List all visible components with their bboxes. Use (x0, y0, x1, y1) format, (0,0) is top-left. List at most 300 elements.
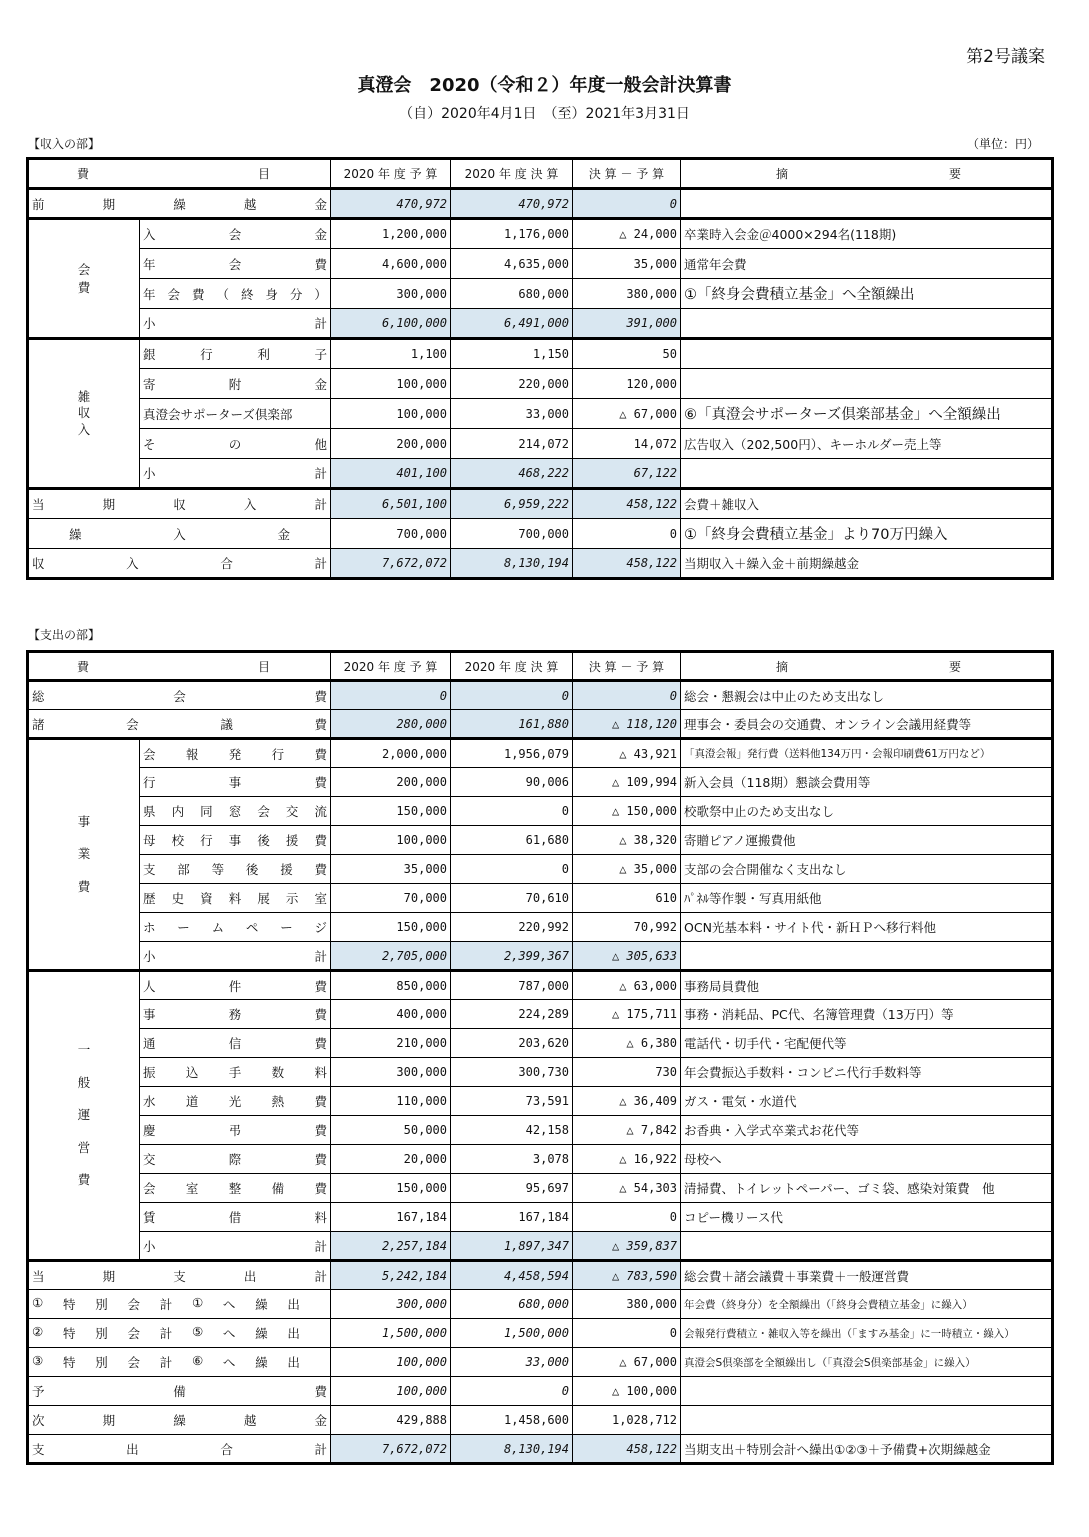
label-char: 内 (171, 804, 185, 819)
cell-diff: 35,000 (573, 249, 681, 279)
cell-actual: 470,972 (451, 189, 573, 219)
label-char: 期 (102, 1268, 116, 1284)
cell-diff: △ 783,590 (573, 1261, 681, 1290)
label-char: 会 (173, 688, 186, 704)
label-char: そ (143, 436, 156, 452)
label-char: 子 (314, 347, 327, 362)
projects-row (28, 913, 1053, 942)
label-char: 費 (314, 716, 327, 732)
header-summary-chars (776, 658, 961, 675)
label-char: 慶 (143, 1123, 156, 1138)
cell-diff: △ 36,409 (573, 1087, 681, 1116)
item-label (140, 249, 331, 279)
fees-subtotal-row (28, 309, 1053, 339)
cell-actual: 0 (451, 797, 573, 826)
header-row (28, 652, 1053, 681)
label-char: 会 (228, 256, 242, 272)
cell-diff: 1,028,712 (573, 1406, 681, 1435)
label-char: 借 (228, 1210, 242, 1225)
cell-actual: 8,130,194 (451, 1435, 573, 1464)
cell-diff: 70,992 (573, 913, 681, 942)
label-char: ） (314, 286, 327, 302)
cell-summary: 会報発行費積立・雑収入等を繰出（「ますみ基金」に一時積立・繰入） (681, 1319, 1053, 1348)
cell-actual: 42,158 (451, 1116, 573, 1145)
label-char: 支 (173, 1268, 186, 1284)
cell-budget: 2,000,000 (331, 739, 451, 768)
cell-actual: 787,000 (451, 971, 573, 1000)
label-char: 料 (228, 891, 242, 906)
label-char: 史 (171, 891, 185, 906)
special-transfer-row (28, 1290, 1053, 1319)
cell-actual: 220,992 (451, 913, 573, 942)
expense-total-row (28, 1435, 1053, 1464)
cell-actual: 1,458,600 (451, 1406, 573, 1435)
cell-budget: 401,100 (331, 459, 451, 489)
next-carryover-row-label-chars (32, 1411, 327, 1429)
label-char: 手 (228, 1065, 242, 1080)
header-diff: 決 算 － 予 算 (573, 652, 681, 681)
label-char: 摘 (776, 167, 789, 181)
cell-budget: 210,000 (331, 1029, 451, 1058)
cell-summary: 母校へ (681, 1145, 1053, 1174)
label-char: 合 (220, 556, 233, 571)
label-char: 繰 (255, 1355, 268, 1370)
label-char: 交 (285, 804, 299, 819)
group-char: 費 (77, 1172, 91, 1188)
cell-summary (681, 1232, 1053, 1261)
header-summary (681, 652, 1053, 681)
label-char: ② (32, 1324, 44, 1339)
label-char: 等 (211, 862, 225, 877)
label-char: 会 (126, 716, 139, 732)
cell-summary: 電話代・切手代・宅配便代等 (681, 1029, 1053, 1058)
cell-actual: 61,680 (451, 826, 573, 855)
subtotal-label-chars (143, 314, 327, 332)
label-char: 会 (127, 1326, 140, 1341)
cell-actual: 161,880 (451, 710, 573, 739)
misc-row (28, 429, 1053, 459)
item-label-chars (143, 889, 327, 907)
cell-summary (681, 339, 1053, 369)
label-char: 会 (143, 746, 156, 762)
label-char: 費 (77, 659, 90, 674)
next-carryover-row-label (28, 1406, 331, 1435)
cell-budget: 7,672,072 (331, 1435, 451, 1464)
label-char: 期 (102, 1413, 116, 1428)
label-char: 収 (173, 497, 186, 512)
label-char: 歴 (143, 891, 156, 906)
group-char: 費 (77, 279, 91, 295)
label-char: 特 (62, 1355, 76, 1370)
label-char: 道 (185, 1094, 199, 1109)
label-char: ① (191, 1295, 204, 1310)
label-char: ⑤ (191, 1324, 204, 1339)
cell-actual: 1,956,079 (451, 739, 573, 768)
label-char: 会 (127, 1355, 140, 1370)
label-char: ム (211, 920, 225, 935)
general-meeting-row-label-chars (32, 687, 327, 705)
label-char: 信 (228, 1036, 242, 1051)
cell-actual: 0 (451, 855, 573, 884)
label-char: 計 (159, 1326, 173, 1341)
item-label (140, 1145, 331, 1174)
subtotal-label-chars (143, 464, 327, 482)
cell-diff: 458,122 (573, 1435, 681, 1464)
label-char: 出 (287, 1355, 300, 1370)
cell-actual: 1,500,000 (451, 1319, 573, 1348)
cell-summary: ﾊﾟﾈﾙ等作製・写真用紙他 (681, 884, 1053, 913)
label-char: 合 (220, 1441, 233, 1457)
label-char: 水 (143, 1094, 156, 1109)
header-item-chars (77, 165, 270, 182)
label-char: 展 (257, 891, 270, 906)
header-summary-chars (776, 165, 961, 182)
cell-actual: 700,000 (451, 519, 573, 549)
label-char: ③ (32, 1353, 44, 1368)
special-transfer-row-label (28, 1348, 331, 1377)
cell-budget: 100,000 (331, 399, 451, 429)
item-label-chars (143, 1092, 327, 1110)
label-char: 光 (228, 1094, 242, 1109)
label-char: 整 (228, 1181, 242, 1196)
label-char: 費 (314, 978, 327, 994)
label-char: 費 (314, 1094, 327, 1109)
operations-row (28, 1058, 1053, 1087)
label-char: 費 (314, 1007, 327, 1022)
group-char: 会 (77, 262, 91, 277)
cell-actual: 90,006 (451, 768, 573, 797)
cell-diff: △ 100,000 (573, 1377, 681, 1406)
cell-diff: △ 305,633 (573, 942, 681, 971)
projects-row (28, 739, 1053, 768)
label-char: 援 (280, 862, 293, 877)
cell-summary: ⑥「真澄会サポーターズ倶楽部基金」へ全額繰出 (681, 399, 1053, 429)
transfer-in-row (28, 519, 1053, 549)
label-char: 行 (200, 833, 213, 848)
label-char: 当 (32, 497, 45, 512)
cell-actual: 33,000 (451, 399, 573, 429)
group-char: 運 (77, 1107, 91, 1123)
cell-budget: 429,888 (331, 1406, 451, 1435)
cell-diff: △ 175,711 (573, 1000, 681, 1029)
cell-diff: 0 (573, 1319, 681, 1348)
item-label (140, 369, 331, 399)
cell-budget: 400,000 (331, 1000, 451, 1029)
label-char: 出 (243, 1268, 257, 1284)
label-char: 特 (62, 1297, 76, 1312)
operations-row (28, 1174, 1053, 1203)
group-char: 一 (77, 1042, 91, 1058)
cell-diff: △ 118,120 (573, 710, 681, 739)
cell-actual: 1,897,347 (451, 1232, 573, 1261)
expense-current-row (28, 1261, 1053, 1290)
item-label-chars (143, 375, 327, 393)
cell-diff: △ 109,994 (573, 768, 681, 797)
item-label-chars (143, 1179, 327, 1197)
carryover-row-label (28, 189, 331, 219)
cell-summary: ガス・電気・水道代 (681, 1087, 1053, 1116)
label-char: 込 (185, 1065, 199, 1080)
item-label-chars (143, 1005, 327, 1023)
expense-total-row-label-chars (32, 1440, 327, 1458)
header-summary (681, 159, 1053, 189)
label-char: 備 (271, 1181, 285, 1196)
label-char: 目 (257, 659, 270, 674)
special-transfer-row-label-chars (32, 1324, 300, 1342)
cell-actual: 468,222 (451, 459, 573, 489)
label-char: 越 (243, 1413, 257, 1428)
projects-row (28, 797, 1053, 826)
label-char: 費 (77, 167, 90, 181)
cell-diff: 120,000 (573, 369, 681, 399)
cell-summary: 寄贈ピアノ運搬費他 (681, 826, 1053, 855)
cell-budget: 5,242,184 (331, 1261, 451, 1290)
label-char: 期 (102, 497, 116, 512)
misc-row (28, 339, 1053, 369)
document-number: 第2号議案 (966, 47, 1045, 67)
item-label-chars (143, 255, 327, 273)
cell-actual: 3,078 (451, 1145, 573, 1174)
cell-budget: 2,257,184 (331, 1232, 451, 1261)
cell-summary (681, 369, 1053, 399)
cell-budget: 300,000 (331, 1290, 451, 1319)
item-label (140, 1174, 331, 1203)
label-char: 要 (948, 167, 961, 181)
label-char: 計 (314, 948, 327, 964)
cell-diff: △ 67,000 (573, 1348, 681, 1377)
label-char: 母 (143, 833, 156, 848)
cell-budget: 100,000 (331, 369, 451, 399)
label-char: 計 (314, 316, 327, 331)
special-transfer-row-label (28, 1319, 331, 1348)
cell-summary: ①「終身会費積立基金」より70万円繰入 (681, 519, 1053, 549)
label-char: 交 (143, 1152, 156, 1167)
label-char: 行 (271, 746, 285, 762)
label-char: 発 (228, 746, 242, 762)
income-current-row-label-chars (32, 495, 327, 513)
subtotal-label (140, 1232, 331, 1261)
next-carryover-row (28, 1406, 1053, 1435)
cell-actual: 2,399,367 (451, 942, 573, 971)
label-char: 費 (314, 862, 327, 877)
label-char: 後 (257, 833, 270, 848)
cell-summary: 清掃費、トイレットペーパー、ゴミ袋、感染対策費 他 (681, 1174, 1053, 1203)
label-char: 流 (314, 804, 327, 819)
label-char: ① (32, 1295, 44, 1310)
label-char: 事 (228, 833, 242, 848)
cell-budget: 70,000 (331, 884, 451, 913)
misc-group-text (32, 389, 136, 438)
transfer-in-row-label-chars (69, 525, 290, 543)
item-label-chars (143, 1034, 327, 1052)
subtotal-label-chars (143, 947, 327, 965)
cell-budget: 700,000 (331, 519, 451, 549)
item-label-chars (143, 435, 327, 453)
label-char: 計 (314, 1441, 327, 1457)
label-char: 金 (314, 1413, 327, 1428)
group-char: 雑 (77, 389, 91, 405)
reserve-row (28, 1377, 1053, 1406)
fees-group-text (32, 261, 136, 296)
label-char: ジ (314, 920, 327, 935)
label-char: 計 (314, 1268, 327, 1284)
cell-summary: OCN光基本料・サイト代・新ＨＰへ移行料他 (681, 913, 1053, 942)
cell-summary: 理事会・委員会の交通費、オンライン会議用経費等 (681, 710, 1053, 739)
general-meeting-row-label (28, 681, 331, 710)
label-char: 特 (62, 1326, 76, 1341)
item-label (140, 855, 331, 884)
item-label-chars (143, 1063, 327, 1081)
label-char: 費 (314, 1384, 327, 1399)
cell-budget: 0 (331, 681, 451, 710)
label-char: 年 (143, 286, 156, 302)
label-char: 事 (143, 1007, 156, 1022)
cell-actual: 1,150 (451, 339, 573, 369)
label-char: 金 (277, 526, 290, 542)
cell-summary: 卒業時入会金＠4000×294名(118期) (681, 219, 1053, 249)
group-char: 入 (77, 421, 91, 437)
label-char: 際 (228, 1152, 242, 1167)
label-char: 目 (257, 167, 270, 181)
cell-actual: 0 (451, 1377, 573, 1406)
cell-diff: 67,122 (573, 459, 681, 489)
label-char: 費 (314, 1123, 327, 1138)
subtotal-label (140, 459, 331, 489)
label-char: 支 (32, 1441, 45, 1457)
cell-diff: △ 6,380 (573, 1029, 681, 1058)
item-label (140, 1000, 331, 1029)
label-char: 費 (191, 286, 205, 302)
cell-summary: 校歌祭中止のため支出なし (681, 797, 1053, 826)
cell-budget: 20,000 (331, 1145, 451, 1174)
councils-row (28, 710, 1053, 739)
income-total-row (28, 549, 1053, 579)
header-row (28, 159, 1053, 189)
label-char: 入 (126, 556, 139, 571)
subtotal-label (140, 942, 331, 971)
item-label-chars (143, 918, 327, 936)
label-char: 室 (185, 1181, 199, 1196)
income-total-row-label-chars (32, 554, 327, 572)
cell-actual: 95,697 (451, 1174, 573, 1203)
cell-diff: 0 (573, 681, 681, 710)
label-char: 議 (220, 716, 233, 732)
label-char: 費 (314, 833, 327, 848)
label-char: へ (222, 1297, 236, 1312)
item-label (140, 826, 331, 855)
cell-summary: 真澄会S倶楽部を全額繰出し（「真澄会S倶楽部基金」に繰入） (681, 1348, 1053, 1377)
label-char: 同 (200, 804, 213, 819)
label-char: 務 (228, 1007, 242, 1022)
cell-actual: 220,000 (451, 369, 573, 399)
item-label-chars (143, 285, 327, 303)
cell-diff: 14,072 (573, 429, 681, 459)
header-diff: 決 算 － 予 算 (573, 159, 681, 189)
group-char: 費 (77, 878, 91, 894)
label-char: 部 (177, 862, 190, 877)
label-char: 前 (32, 196, 45, 212)
label-char: 数 (271, 1065, 285, 1080)
label-char: 人 (143, 978, 156, 994)
councils-row-label (28, 710, 331, 739)
cell-budget: 6,501,100 (331, 489, 451, 519)
operations-row (28, 1116, 1053, 1145)
label-char: 件 (228, 978, 242, 994)
cell-budget: 150,000 (331, 1174, 451, 1203)
expense-current-row-label (28, 1261, 331, 1290)
cell-summary: 会費＋雑収入 (681, 489, 1053, 519)
operations-group-label (28, 971, 140, 1261)
expense-section-label: 【支出の部】 (28, 628, 101, 642)
label-char: 身 (265, 286, 278, 302)
label-char: 会 (127, 1297, 140, 1312)
label-char: 行 (200, 347, 213, 362)
label-char: 料 (314, 1210, 327, 1225)
cell-diff: 0 (573, 519, 681, 549)
label-char: 繰 (255, 1326, 268, 1341)
item-label-chars (143, 745, 327, 763)
label-char: 通 (143, 1036, 156, 1051)
item-label-chars (143, 977, 327, 995)
cell-diff: 380,000 (573, 279, 681, 309)
label-char: 費 (314, 688, 327, 704)
cell-diff: 50 (573, 339, 681, 369)
item-label-chars: 真澄会サポーターズ倶楽部 (143, 406, 293, 422)
header-budget: 2020 年 度 予 算 (331, 159, 451, 189)
income-section-label: 【収入の部】 (28, 137, 101, 151)
label-char: 室 (314, 891, 327, 906)
label-char: 報 (185, 746, 199, 762)
item-label-chars (143, 860, 327, 878)
cell-diff: △ 63,000 (573, 971, 681, 1000)
cell-budget: 100,000 (331, 826, 451, 855)
cell-budget: 100,000 (331, 1348, 451, 1377)
misc-row (28, 399, 1053, 429)
label-char: 賃 (143, 1210, 156, 1225)
header-actual: 2020 年 度 決 算 (451, 652, 573, 681)
cell-diff: 730 (573, 1058, 681, 1087)
projects-row (28, 884, 1053, 913)
cell-budget: 150,000 (331, 913, 451, 942)
cell-actual: 680,000 (451, 1290, 573, 1319)
cell-diff: △ 54,303 (573, 1174, 681, 1203)
cell-summary: コピー機リース代 (681, 1203, 1053, 1232)
fees-row (28, 219, 1053, 249)
cell-budget: 200,000 (331, 768, 451, 797)
label-char: 入 (143, 227, 156, 242)
special-transfer-row (28, 1348, 1053, 1377)
label-char: 県 (143, 804, 156, 819)
cell-diff: △ 16,922 (573, 1145, 681, 1174)
label-char: ー (280, 920, 293, 935)
label-char: 入 (243, 497, 257, 512)
cell-summary (681, 1406, 1053, 1435)
cell-summary: 年会費振込手数料・コンビニ代行手数料等 (681, 1058, 1053, 1087)
header-budget: 2020 年 度 予 算 (331, 652, 451, 681)
operations-row (28, 1000, 1053, 1029)
label-char: 次 (32, 1413, 45, 1428)
label-char: 支 (143, 862, 156, 877)
item-label (140, 279, 331, 309)
cell-budget: 1,100 (331, 339, 451, 369)
cell-summary: 事務局員費他 (681, 971, 1053, 1000)
label-char: 金 (314, 227, 327, 242)
label-char: 小 (143, 1238, 156, 1254)
subtotal-label-chars (143, 1237, 327, 1255)
label-char: 別 (95, 1326, 108, 1341)
cell-actual: 203,620 (451, 1029, 573, 1058)
cell-budget: 7,672,072 (331, 549, 451, 579)
